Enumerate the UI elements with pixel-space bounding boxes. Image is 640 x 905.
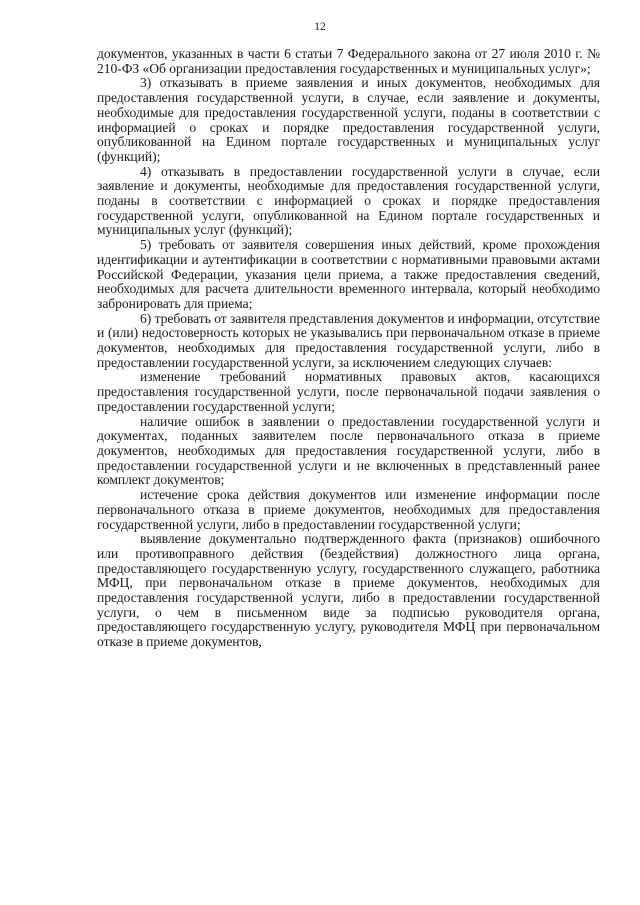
- paragraph-item-3: 3) отказывать в приеме заявления и иных документов, необходимых для предоставления государственной услуги, в случае, если заявление и документы, необходимые для предоставления государственной услуги, поданы в соответствии с информацией о сроках и порядке предоставления государственной услуги, опубликованной на Едином портале государственных и муниципальных услуг (функций);: [97, 75, 600, 164]
- document-body: [97, 47, 600, 650]
- paragraph-case-errors: наличие ошибок в заявлении о предоставлении государственной услуги и документах, поданных заявителем после первоначального отказа в приеме документов, необходимых для предоставления государственной услуги, либо в предоставлении государственной услуги и не включенных в представленный ранее комплект документов;: [97, 413, 600, 488]
- paragraph-continuation: документов, указанных в части 6 статьи 7 Федерального закона от 27 июля 2010 г. № 210-ФЗ «Об организации предоставления государственных и муниципальных услуг»;: [97, 46, 600, 76]
- paragraph-item-5: 5) требовать от заявителя совершения иных действий, кроме прохождения идентификации и аутентификации в соответствии с нормативными правовыми актами Российской Федерации, указания цели приема, а также предоставления сведений, необходимых для расчета длительности временного интервала, который необходимо забронировать для приема;: [97, 237, 600, 311]
- page-number: 12: [314, 21, 326, 33]
- paragraph-case-requirements-change: изменение требований нормативных правовых актов, касающихся предоставления государственной услуги, после первоначальной подачи заявления о предоставлении государственной услуги;: [97, 369, 600, 414]
- paragraph-case-misconduct: выявление документально подтвержденного факта (признаков) ошибочного или противоправного действия (бездействия) должностного лица органа, предоставляющего государственную услугу, государственного служащего, работника МФЦ, при первоначальном отказе в приеме документов, необходимых для предоставления государственной услуги, либо в предоставлении государственной услуги, о чем в письменном виде за подписью руководителя органа, предоставляющего государственную услугу, руководителя МФЦ при первоначальном отказе в приеме документов,: [97, 531, 600, 650]
- paragraph-item-4: 4) отказывать в предоставлении государственной услуги в случае, если заявление и документы, необходимые для предоставления государственной услуги, поданы в соответствии с информацией о сроках и порядке предоставления государственной услуги, опубликованной на Едином портале государственных и муниципальных услуг (функций);: [97, 163, 600, 238]
- paragraph-item-6: 6) требовать от заявителя представления документов и информации, отсутствие и (или) недостоверность которых не указывались при первоначальном отказе в приеме документов, необходимых для предоставления государственной услуги, либо в предоставлении государственной услуги, за исключением следующих случаев:: [97, 310, 600, 370]
- paragraph-case-expiry: истечение срока действия документов или изменение информации после первоначального отказа в приеме документов, необходимых для предоставления государственной услуги, либо в предоставлении государственной услуги;: [97, 487, 600, 532]
